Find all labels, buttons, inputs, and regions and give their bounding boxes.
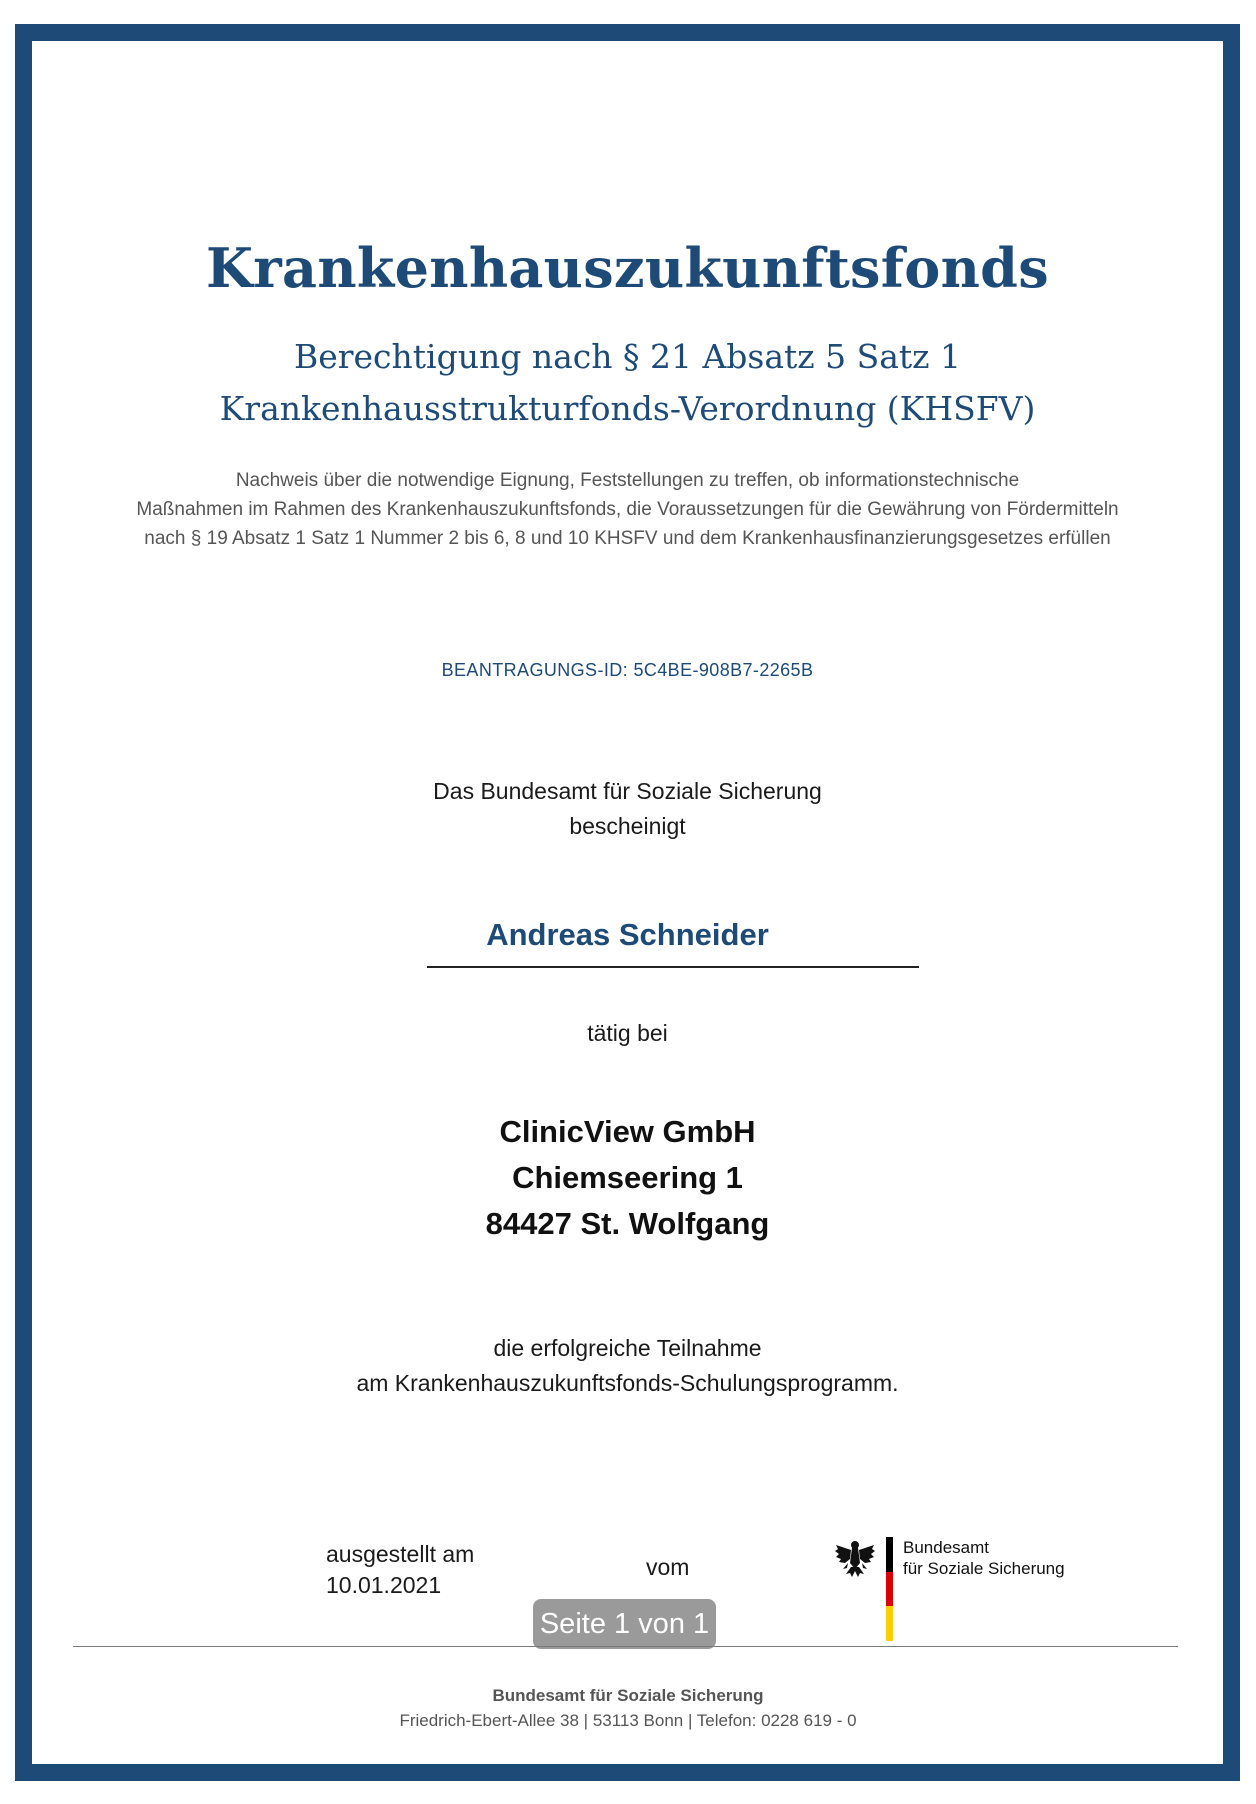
certifier-line: Das Bundesamt für Soziale Sicherung xyxy=(433,778,822,804)
intro-paragraph xyxy=(32,466,1223,553)
logo-text xyxy=(903,1537,1065,1579)
company-city: 84427 St. Wolfgang xyxy=(485,1206,770,1241)
company-name: ClinicView GmbH xyxy=(499,1114,756,1149)
federal-eagle-icon xyxy=(834,1539,876,1579)
participation-line: am Krankenhauszukunftsfonds-Schulungsprogramm. xyxy=(356,1370,899,1396)
from-label: vom xyxy=(646,1554,690,1580)
participation-statement xyxy=(32,1331,1223,1401)
certifier-statement xyxy=(32,774,1223,844)
bas-logo xyxy=(832,1537,1072,1647)
works-at-label: tätig bei xyxy=(587,1020,668,1046)
application-id: BEANTRAGUNGS-ID: 5C4BE-908B7-2265B xyxy=(441,660,814,680)
flag-stripe-gold xyxy=(886,1606,893,1641)
recipient-underline xyxy=(427,966,919,968)
certificate-subtitle xyxy=(32,331,1223,435)
issued-date: 10.01.2021 xyxy=(326,1572,442,1598)
footer-divider xyxy=(73,1646,1178,1647)
company-street: Chiemseering 1 xyxy=(512,1160,743,1195)
footer-address: Friedrich-Ebert-Allee 38 | 53113 Bonn | Telefon: 0228 619 - 0 xyxy=(399,1711,857,1730)
logo-line: für Soziale Sicherung xyxy=(903,1559,1065,1578)
intro-line: nach § 19 Absatz 1 Satz 1 Nummer 2 bis 6, 8 und 10 KHSFV und dem Krankenhausfinanzierungsgesetzes erfüllen xyxy=(144,528,1111,549)
page-indicator: Seite 1 von 1 xyxy=(533,1599,716,1649)
certificate-title: Krankenhauszukunftsfonds xyxy=(206,236,1049,300)
company-block xyxy=(32,1109,1223,1247)
subtitle-line: Krankenhausstrukturfonds-Verordnung (KHSFV) xyxy=(219,389,1036,428)
recipient-name: Andreas Schneider xyxy=(486,917,769,952)
issued-block xyxy=(326,1539,474,1601)
flag-stripe-black xyxy=(886,1537,893,1572)
subtitle-line: Berechtigung nach § 21 Absatz 5 Satz 1 xyxy=(293,337,962,376)
logo-line: Bundesamt xyxy=(903,1538,989,1557)
participation-line: die erfolgreiche Teilnahme xyxy=(493,1335,762,1361)
flag-stripe-red xyxy=(886,1572,893,1607)
intro-line: Maßnahmen im Rahmen des Krankenhauszukunftsfonds, die Voraussetzungen für die Gewährung von Fördermitteln xyxy=(136,499,1119,520)
footer-organization: Bundesamt für Soziale Sicherung xyxy=(492,1686,764,1705)
german-flag-bar xyxy=(886,1537,893,1641)
issued-label: ausgestellt am xyxy=(326,1541,475,1567)
certifier-line: bescheinigt xyxy=(569,813,686,839)
certificate-frame xyxy=(15,24,1240,1781)
intro-line: Nachweis über die notwendige Eignung, Feststellungen zu treffen, ob informationstechnische xyxy=(235,470,1020,491)
